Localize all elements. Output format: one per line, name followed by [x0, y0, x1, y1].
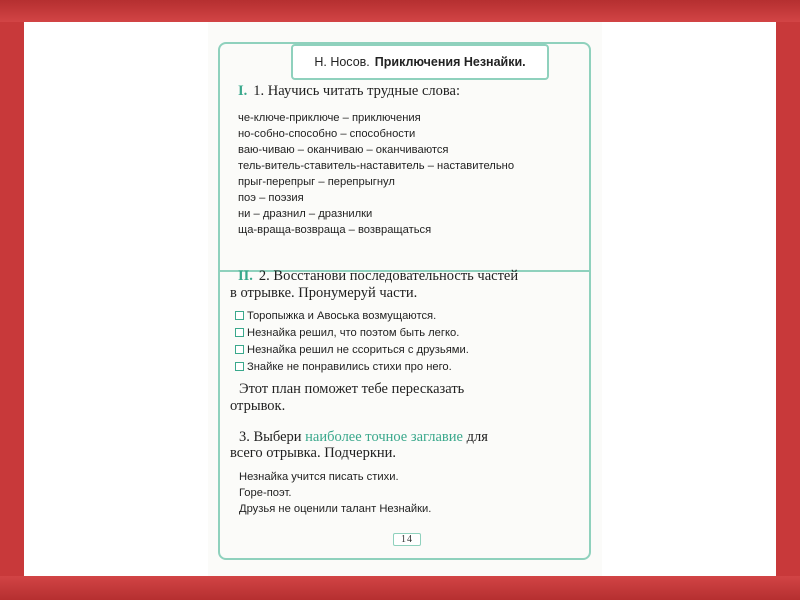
- plan-item-text: Торопыжка и Авоська возмущаются.: [247, 310, 437, 322]
- list-item: [235, 327, 459, 339]
- checkbox[interactable]: [235, 311, 244, 320]
- task-3-highlight: наиболее точное заглавие: [305, 429, 463, 445]
- bottom-red-bar: [0, 576, 800, 600]
- plan-item-text: Незнайка решил не ссориться с друзьями.: [247, 344, 469, 356]
- task-1-text: 1. Научись читать трудные слова:: [253, 83, 461, 99]
- roman-numeral-2: II.: [238, 268, 253, 284]
- slide-canvas: [24, 22, 776, 576]
- checkbox[interactable]: [235, 362, 244, 371]
- task-3-text-line2: всего отрывка. Подчеркни.: [230, 445, 397, 461]
- word-line: поэ – поэзия: [238, 192, 304, 204]
- task-3-suffix: для: [462, 429, 488, 445]
- task-3-prefix: 3. Выбери: [239, 429, 306, 445]
- task-2-text-line2: в отрывке. Пронумеруй части.: [230, 285, 418, 301]
- plan-item-text: Незнайка решил, что поэтом быть легко.: [247, 327, 460, 339]
- title-option[interactable]: Горе-поэт.: [239, 487, 292, 499]
- roman-numeral-1: I.: [238, 83, 248, 99]
- checkbox[interactable]: [235, 328, 244, 337]
- word-line: че-ключе-приключе – приключения: [238, 112, 421, 124]
- title-option[interactable]: Незнайка учится писать стихи.: [239, 471, 399, 483]
- word-line: ща-враща-возвраща – возвращаться: [238, 224, 432, 236]
- task-2-text: 2. Восстанови последовательность частей: [258, 268, 519, 284]
- task-2-heading: [238, 268, 518, 285]
- list-item: [235, 310, 436, 322]
- title-option[interactable]: Друзья не оценили талант Незнайки.: [239, 503, 432, 515]
- word-line: но-собно-способно – способности: [238, 128, 416, 140]
- checkbox[interactable]: [235, 345, 244, 354]
- top-red-bar: [0, 0, 800, 22]
- word-line: прыг-перепрыг – перепрыгнул: [238, 176, 395, 188]
- list-item: [235, 361, 452, 373]
- word-line: ни – дразнил – дразнилки: [238, 208, 373, 220]
- title-author: Н. Носов.: [314, 55, 370, 69]
- plan-item-text: Знайке не понравились стихи про него.: [247, 361, 452, 373]
- word-line: тель-витель-ставитель-наставитель – наставительно: [238, 160, 515, 172]
- plan-note-line1: Этот план поможет тебе пересказать: [239, 381, 465, 397]
- task-3-heading: [239, 429, 488, 446]
- page-title: [291, 44, 549, 80]
- page-number: 14: [393, 533, 421, 546]
- title-book: Приключения Незнайки.: [374, 55, 526, 69]
- list-item: [235, 344, 469, 356]
- task-1-heading: [238, 83, 460, 100]
- word-line: ваю-чиваю – оканчиваю – оканчиваются: [238, 144, 449, 156]
- plan-note-line2: отрывок.: [230, 398, 286, 414]
